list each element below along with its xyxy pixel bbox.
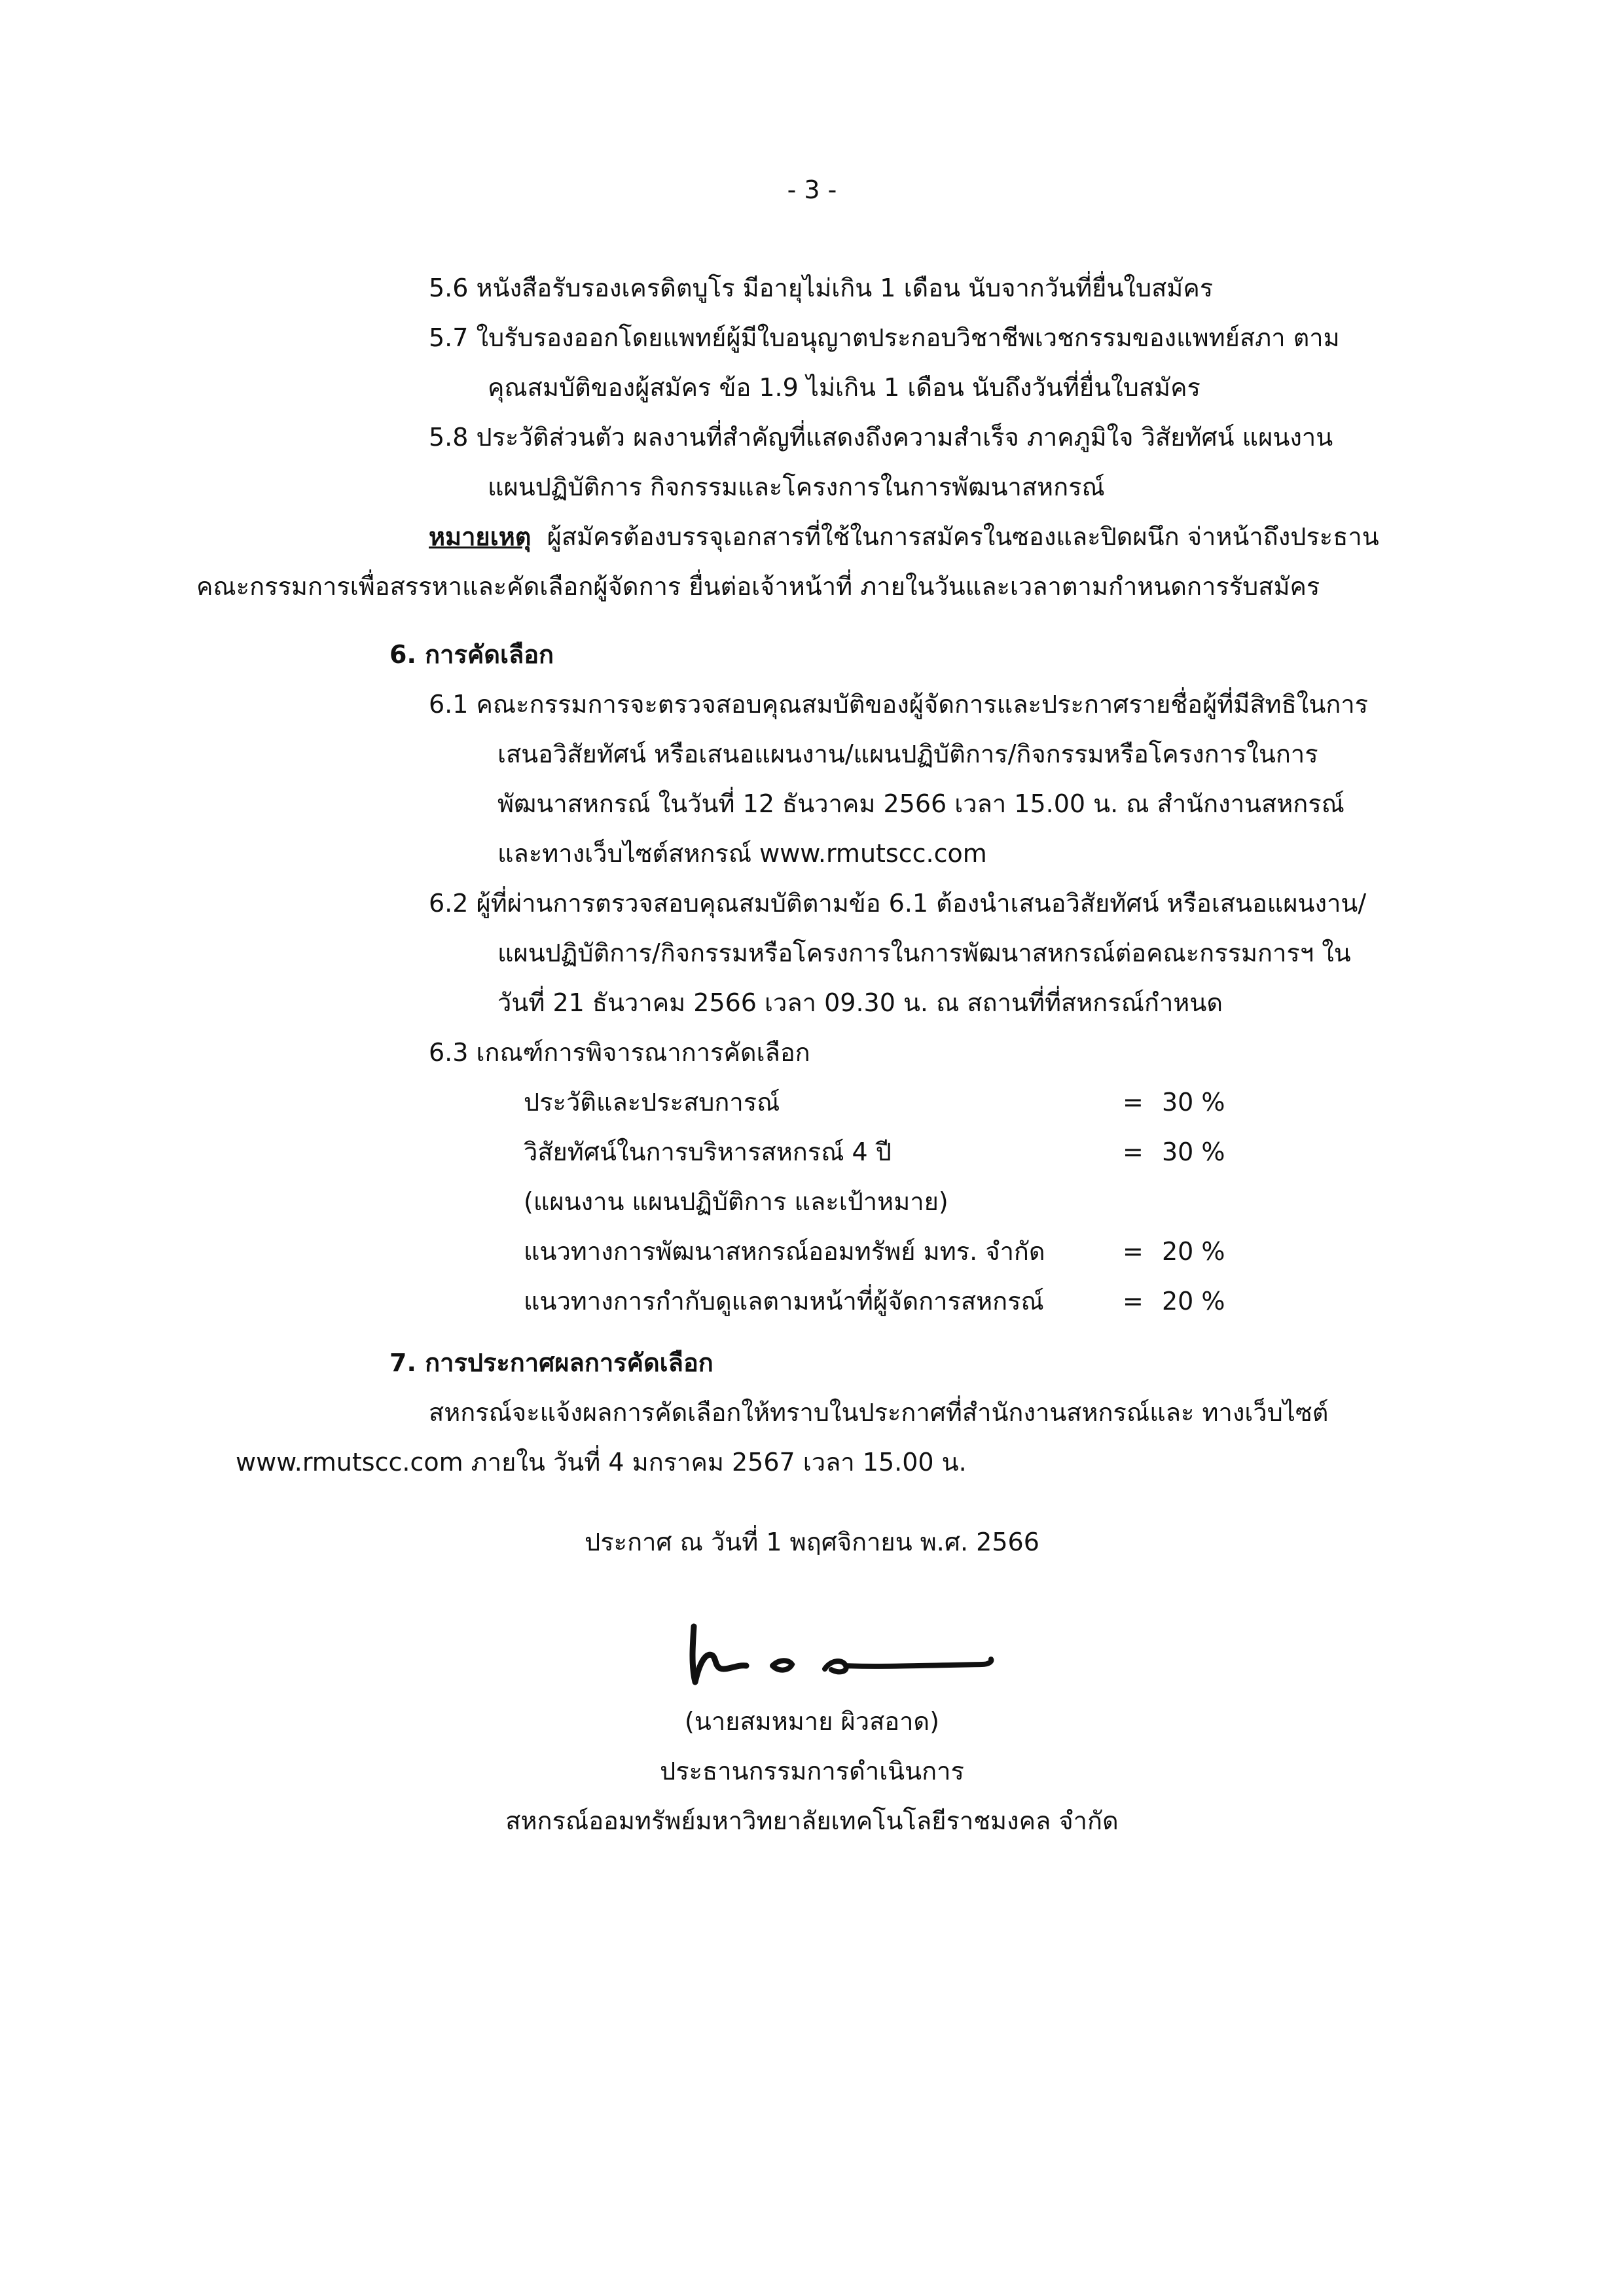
item-6-2-line3: วันที่ 21 ธันวาคม 2566 เวลา 09.30 น. ณ สถานที่ที่สหกรณ์กำหนด [497,988,1223,1017]
criteria-equals: = [1123,1088,1144,1117]
organization-name: สหกรณ์ออมทรัพย์มหาวิทยาลัยเทคโนโลยีราชมงคล จำกัด [505,1806,1119,1835]
criteria-row [0,1088,1624,1121]
page-number: - 3 - [787,175,837,204]
note-label: หมายเหตุ [429,522,532,551]
section-7-heading: 7. การประกาศผลการคัดเลือก [389,1348,713,1377]
criteria-value: 30 % [1162,1088,1225,1117]
announcement-line1: สหกรณ์จะแจ้งผลการคัดเลือกให้ทราบในประกาศที่สำนักงานสหกรณ์และ ทางเว็บไซต์ [429,1398,1329,1427]
item-5-6: 5.6 หนังสือรับรองเครดิตบูโร มีอายุไม่เกิน 1 เดือน นับจากวันที่ยื่นใบสมัคร [429,274,1214,302]
criteria-label: แนวทางการกำกับดูแลตามหน้าที่ผู้จัดการสหกรณ์ [524,1287,1044,1316]
signer-name: (นายสมหมาย ผิวสอาด) [685,1707,939,1736]
criteria-value: 30 % [1162,1138,1225,1166]
item-6-2-line1: 6.2 ผู้ที่ผ่านการตรวจสอบคุณสมบัติตามข้อ 6.1 ต้องนำเสนอวิสัยทัศน์ หรือเสนอแผนงาน/ [429,889,1367,918]
item-5-8-line1: 5.8 ประวัติส่วนตัว ผลงานที่สำคัญที่แสดงถึงความสำเร็จ ภาคภูมิใจ วิสัยทัศน์ แผนงาน [429,423,1333,452]
criteria-label: แนวทางการพัฒนาสหกรณ์ออมทรัพย์ มทร. จำกัด [524,1237,1045,1266]
item-6-1-line3: พัฒนาสหกรณ์ ในวันที่ 12 ธันวาคม 2566 เวลา 15.00 น. ณ สำนักงานสหกรณ์ [497,789,1344,818]
note-paragraph [429,522,1379,552]
criteria-equals: = [1123,1138,1144,1166]
announcement-line2: www.rmutscc.com ภายใน วันที่ 4 มกราคม 2567 เวลา 15.00 น. [236,1448,967,1477]
item-6-3: 6.3 เกณฑ์การพิจารณาการคัดเลือก [429,1038,810,1067]
criteria-label: (แผนงาน แผนปฏิบัติการ และเป้าหมาย) [524,1187,948,1216]
signature [674,1613,1015,1692]
criteria-row [0,1138,1624,1170]
item-5-7-line2: คุณสมบัติของผู้สมัคร ข้อ 1.9 ไม่เกิน 1 เดือน นับถึงวันที่ยื่นใบสมัคร [488,373,1200,402]
item-6-1-line2: เสนอวิสัยทัศน์ หรือเสนอแผนงาน/แผนปฏิบัติการ/กิจกรรมหรือโครงการในการ [497,740,1318,768]
criteria-row [0,1287,1624,1319]
criteria-label: ประวัติและประสบการณ์ [524,1088,780,1117]
item-6-2-line2: แผนปฏิบัติการ/กิจกรรมหรือโครงการในการพัฒนาสหกรณ์ต่อคณะกรรมการฯ ใน [497,939,1351,967]
item-6-1-line1: 6.1 คณะกรรมการจะตรวจสอบคุณสมบัติของผู้จัดการและประกาศรายชื่อผู้ที่มีสิทธิในการ [429,690,1369,719]
criteria-equals: = [1123,1287,1144,1316]
criteria-equals: = [1123,1237,1144,1266]
criteria-value: 20 % [1162,1287,1225,1316]
note-text: ผู้สมัครต้องบรรจุเอกสารที่ใช้ในการสมัครในซองและปิดผนึก จ่าหน้าถึงประธาน [547,522,1379,551]
announcement-date: ประกาศ ณ วันที่ 1 พฤศจิกายน พ.ศ. 2566 [585,1528,1039,1556]
criteria-row [0,1237,1624,1270]
item-6-1-line4: และทางเว็บไซต์สหกรณ์ www.rmutscc.com [497,839,987,868]
criteria-value: 20 % [1162,1237,1225,1266]
signer-title: ประธานกรรมการดำเนินการ [660,1757,964,1785]
item-5-8-line2: แผนปฏิบัติการ กิจกรรมและโครงการในการพัฒนาสหกรณ์ [488,473,1105,501]
criteria-row [0,1187,1624,1220]
section-6-heading: 6. การคัดเลือก [389,640,554,669]
note-line2: คณะกรรมการเพื่อสรรหาและคัดเลือกผู้จัดการ ยื่นต่อเจ้าหน้าที่ ภายในวันและเวลาตามกำหนดการรับสมัคร [196,572,1320,601]
item-5-7-line1: 5.7 ใบรับรองออกโดยแพทย์ผู้มีใบอนุญาตประกอบวิชาชีพเวชกรรมของแพทย์สภา ตาม [429,323,1340,352]
criteria-label: วิสัยทัศน์ในการบริหารสหกรณ์ 4 ปี [524,1138,892,1166]
